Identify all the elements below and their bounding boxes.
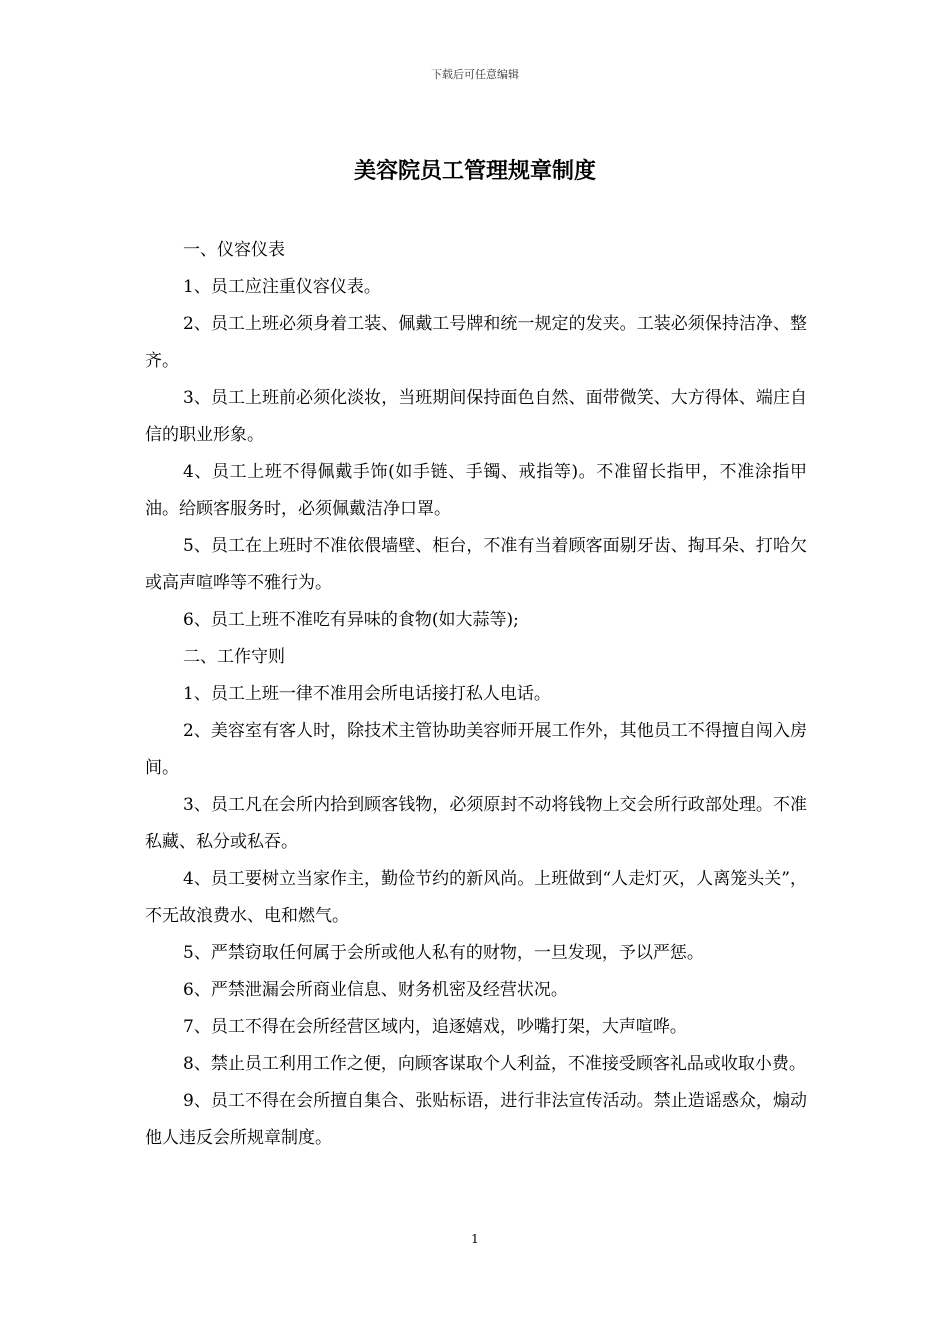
rule-paragraph: 2、员工上班必须身着工装、佩戴工号牌和统一规定的发夹。工装必须保持洁净、整齐。: [145, 314, 807, 371]
header-note: 下载后可任意编辑: [431, 68, 519, 81]
rule-paragraph: 4、员工要树立当家作主，勤俭节约的新风尚。上班做到“人走灯灭，人离笼头关”，不无故浪费水、电和燃气。: [145, 869, 807, 926]
section-heading-appearance: 一、仪容仪表: [183, 240, 285, 260]
rule-paragraph: 5、严禁窃取任何属于会所或他人私有的财物，一旦发现，予以严惩。: [183, 943, 704, 963]
rule-paragraph: 7、员工不得在会所经营区域内，追逐嬉戏，吵嘴打架，大声喧哗。: [183, 1017, 687, 1037]
rule-paragraph: 3、员工凡在会所内拾到顾客钱物，必须原封不动将钱物上交会所行政部处理。不准私藏、私分或私吞。: [145, 795, 807, 852]
rule-paragraph: 1、员工上班一律不准用会所电话接打私人电话。: [183, 684, 551, 704]
rule-paragraph: 1、员工应注重仪容仪表。: [183, 277, 381, 297]
rule-paragraph: 6、员工上班不准吃有异味的食物(如大蒜等);: [183, 610, 519, 630]
rule-paragraph: 8、禁止员工利用工作之便，向顾客谋取个人利益，不准接受顾客礼品或收取小费。: [183, 1054, 806, 1074]
rule-paragraph: 6、严禁泄漏会所商业信息、财务机密及经营状况。: [183, 980, 568, 1000]
document-body: [145, 232, 807, 1157]
rule-paragraph: 9、员工不得在会所擅自集合、张贴标语，进行非法宣传活动。禁止造谣惑众，煽动他人违反会所规章制度。: [145, 1091, 807, 1148]
rule-paragraph: 2、美容室有客人时，除技术主管协助美容师开展工作外，其他员工不得擅自闯入房间。: [145, 721, 807, 778]
rule-paragraph: 4、员工上班不得佩戴手饰(如手链、手镯、戒指等)。不准留长指甲，不准涂指甲油。给顾客服务时，必须佩戴洁净口罩。: [145, 462, 807, 519]
page-number: 1: [471, 1232, 479, 1246]
section-heading-work-rules: 二、工作守则: [183, 647, 285, 667]
rule-paragraph: 3、员工上班前必须化淡妆，当班期间保持面色自然、面带微笑、大方得体、端庄自信的职业形象。: [145, 388, 807, 445]
document-title: 美容院员工管理规章制度: [353, 158, 596, 184]
rule-paragraph: 5、员工在上班时不准依偎墙壁、柜台，不准有当着顾客面剔牙齿、掏耳朵、打哈欠或高声喧哗等不雅行为。: [145, 536, 807, 593]
